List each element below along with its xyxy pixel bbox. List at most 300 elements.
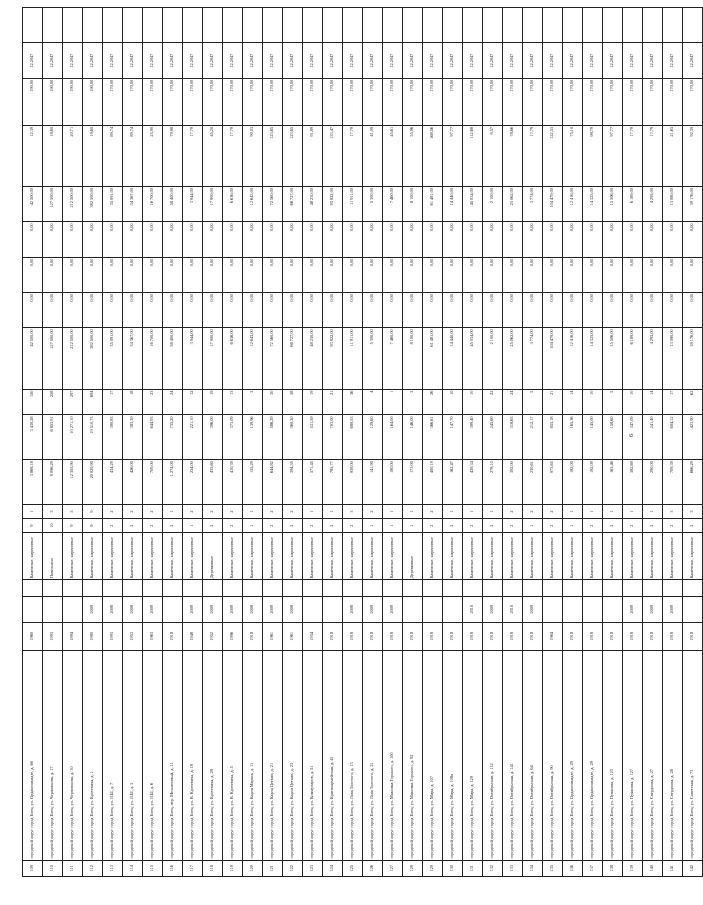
cell-s1: 6 636,00 (223, 328, 243, 389)
cell-mat: Панельные (43, 533, 63, 580)
cell-a1: 434,29 (103, 460, 123, 505)
cell-a2: 129,60 (363, 415, 383, 460)
cell-s3: 0,00 (683, 257, 703, 292)
cell-y3 (183, 580, 203, 596)
cell-mat: Каменные, кирпичные (63, 533, 83, 580)
cell-d: 12.2047 (583, 43, 603, 78)
cell-s2: 0,00 (343, 293, 363, 328)
cell-s1: 16 700,00 (143, 328, 163, 389)
cell-m: 190,00 (63, 78, 83, 125)
cell-s5: 45 034,00 (463, 187, 483, 222)
cell-s3: 0,00 (423, 257, 443, 292)
cell-s5: 12 643,00 (243, 187, 263, 222)
cell-mat: Каменные, кирпичные (563, 533, 583, 580)
cell-y2 (423, 596, 443, 622)
cell-a1: 163,46 (603, 460, 623, 505)
cell-m: 170,00 (443, 78, 463, 125)
cell-y3 (23, 580, 43, 596)
cell-y3 (563, 580, 583, 596)
cell-k: 694 (83, 389, 103, 415)
cell-d: 12.2047 (123, 43, 143, 78)
cell-k: 62 (683, 389, 703, 415)
cell-s2: 0,00 (683, 293, 703, 328)
cell-s5: 58 400,00 (163, 187, 183, 222)
cell-a2: 360,50 (283, 415, 303, 460)
cell-s2: 0,00 (623, 293, 643, 328)
cell-k: 17 (103, 389, 123, 415)
cell-en: 1 (23, 504, 43, 518)
cell-d: 12.2047 (343, 43, 363, 78)
cell-blank (483, 8, 503, 44)
cell-blank (603, 8, 623, 44)
cell-k: 3 (243, 389, 263, 415)
cell-a2: 139,96 (243, 415, 263, 460)
cell-en: 1 (243, 504, 263, 518)
cell-fl: 9 (83, 519, 103, 533)
cell-s4: 0,00 (103, 222, 123, 257)
cell-s2: 0,00 (103, 293, 123, 328)
cell-y: 1954 (303, 622, 323, 650)
cell-s3: 0,00 (143, 257, 163, 292)
cell-mat: Каменные, кирпичные (263, 533, 283, 580)
cell-fl: 2 (463, 519, 483, 533)
cell-s5: 13 080,00 (663, 187, 683, 222)
cell-n: 128 (403, 860, 423, 876)
cell-u: 45,61 (383, 125, 403, 186)
cell-s1: 72 560,00 (263, 328, 283, 389)
cell-mat: Каменные, кирпичные (503, 533, 523, 580)
cell-y: 1994 (63, 622, 83, 650)
cell-s5: 66 727,00 (283, 187, 303, 222)
cell-d: 12.2047 (443, 43, 463, 78)
cell-a1: 709,00 (143, 460, 163, 505)
cell-k: 17 (663, 389, 683, 415)
cell-mat: Каменные, кирпичные (363, 533, 383, 580)
cell-y: 1963 (143, 622, 163, 650)
cell-s5: 104 479,00 (543, 187, 563, 222)
cell-s3: 0,00 (383, 257, 403, 292)
cell-addr: городской округ город Елец, ул. Л.Ы, д. 7 (103, 650, 123, 860)
cell-en: 1 (323, 504, 343, 518)
cell-fl: 2 (503, 519, 523, 533)
cell-en: 2 (423, 504, 443, 518)
cell-s1: 2 100,00 (483, 328, 503, 389)
cell-a2: 373,09 (223, 415, 243, 460)
cell-y2 (303, 596, 323, 622)
cell-s4: 0,00 (663, 222, 683, 257)
cell-m: 170,00 (683, 78, 703, 125)
cell-s1: 5 300,00 (363, 328, 383, 389)
cell-blank (103, 8, 123, 44)
cell-k: 10 (463, 389, 483, 415)
cell-y: 1918 (523, 622, 543, 650)
cell-en: 2 (523, 504, 543, 518)
cell-s2: 0,00 (523, 293, 543, 328)
cell-mat: Каменные, кирпичные (583, 533, 603, 580)
table-row (63, 8, 83, 877)
cell-s5: 3 944,00 (183, 187, 203, 222)
cell-d: 12.2047 (283, 43, 303, 78)
cell-s1: 11 911,00 (343, 328, 363, 389)
cell-s3: 0,00 (163, 257, 183, 292)
cell-s5: 11 911,00 (343, 187, 363, 222)
cell-s2: 0,00 (63, 293, 83, 328)
cell-s4: 0,00 (123, 222, 143, 257)
cell-a1: 410,39 (223, 460, 243, 505)
cell-blank (283, 8, 303, 44)
cell-fl: 2 (223, 519, 243, 533)
cell-k: 10 (583, 389, 603, 415)
cell-s3: 0,00 (183, 257, 203, 292)
cell-d: 12.2047 (403, 43, 423, 78)
cell-k: 4 (363, 389, 383, 415)
cell-s2: 0,00 (303, 293, 323, 328)
cell-fl: 2 (123, 519, 143, 533)
cell-s1: 93 822,00 (323, 328, 343, 389)
cell-y: 1964 (543, 622, 563, 650)
cell-y2: 2008 (243, 596, 263, 622)
cell-blank (463, 8, 483, 44)
cell-k: 26 (423, 389, 443, 415)
cell-n: 125 (343, 860, 363, 876)
cell-y2 (603, 596, 623, 622)
cell-m: 170,00 (263, 78, 283, 125)
cell-s1: 39 176,00 (683, 328, 703, 389)
cell-addr: городской округ город Елец, ул. Октябрьская, д. 112 (483, 650, 503, 860)
cell-d: 12.2047 (103, 43, 123, 78)
cell-y3 (43, 580, 63, 596)
cell-a1: 644,82 (263, 460, 283, 505)
cell-d: 12.2047 (623, 43, 643, 78)
cell-s1: 4 295,00 (643, 328, 663, 389)
cell-s2: 0,00 (163, 293, 183, 328)
cell-blank (323, 8, 343, 44)
cell-u: 17,79 (643, 125, 663, 186)
cell-y2: 2009 (203, 596, 223, 622)
cell-en: 2 (123, 504, 143, 518)
cell-s5: 48 230,00 (303, 187, 323, 222)
cell-u: 79,98 (163, 125, 183, 186)
cell-addr: городской округ город Елец, ул. Кротевича, д. 28 (203, 650, 223, 860)
cell-y3 (103, 580, 123, 596)
cell-n: 119 (223, 860, 243, 876)
cell-k: 14 (563, 389, 583, 415)
cell-s2: 0,00 (283, 293, 303, 328)
cell-s4: 0,00 (503, 222, 523, 257)
cell-s5: 6 189,00 (623, 187, 643, 222)
cell-addr: городской округ город Елец, ул. Свердлова, д. 28 (663, 650, 683, 860)
cell-m: 170,00 (103, 78, 123, 125)
cell-s2: 0,00 (323, 293, 343, 328)
cell-a2: 147,70 (443, 415, 463, 460)
cell-y2: 2009 (223, 596, 243, 622)
cell-s5: 212 500,00 (63, 187, 83, 222)
table-row (603, 8, 623, 877)
cell-d: 12.2047 (563, 43, 583, 78)
cell-addr: городской округ город Елец, ул. Максима Горького, д. 92 (403, 650, 423, 860)
cell-s1: 17 900,00 (203, 328, 223, 389)
cell-blank (243, 8, 263, 44)
cell-a2: 644,93 (143, 415, 163, 460)
cell-s1: 61 481,00 (423, 328, 443, 389)
cell-k: 23 (143, 389, 163, 415)
cell-u: 8,57 (483, 125, 503, 186)
cell-s1: 45 034,00 (463, 328, 483, 389)
cell-s4: 0,00 (363, 222, 383, 257)
cell-s3: 0,00 (483, 257, 503, 292)
cell-y: 1918 (623, 622, 643, 650)
cell-y2: 2009 (83, 596, 103, 622)
cell-a1: 141,90 (363, 460, 383, 505)
cell-a1: 192,09 (583, 460, 603, 505)
cell-s4: 0,00 (423, 222, 443, 257)
cell-n: 112 (83, 860, 103, 876)
cell-y2 (563, 596, 583, 622)
cell-u: 78,66 (503, 125, 523, 186)
cell-y3 (223, 580, 243, 596)
cell-m: 170,00 (323, 78, 343, 125)
cell-y2 (683, 596, 703, 622)
cell-blank (383, 8, 403, 44)
cell-s1: 6 189,00 (623, 328, 643, 389)
cell-n: 118 (203, 860, 223, 876)
cell-n: 110 (43, 860, 63, 876)
cell-a1: 439,34 (463, 460, 483, 505)
cell-k: 13 (223, 389, 243, 415)
cell-k: 58 (283, 389, 303, 415)
cell-y3 (403, 580, 423, 596)
cell-m: 170,00 (583, 78, 603, 125)
cell-en: 2 (203, 504, 223, 518)
cell-y: 1980 (83, 622, 103, 650)
cell-s3: 0,00 (343, 257, 363, 292)
cell-u: 17,79 (223, 125, 243, 186)
cell-k: 22 (483, 389, 503, 415)
table-row (423, 8, 443, 877)
cell-a2: 145,00 (583, 415, 603, 460)
cell-addr: городской округ город Елец, ул. Мира, д. 129 (463, 650, 483, 860)
cell-u: 17,79 (623, 125, 643, 186)
cell-s3: 0,00 (563, 257, 583, 292)
cell-s2: 0,00 (123, 293, 143, 328)
cell-blank (683, 8, 703, 44)
cell-mat: Каменные, кирпичные (443, 533, 463, 580)
cell-s3: 0,00 (603, 257, 623, 292)
cell-m: 170,00 (243, 78, 263, 125)
cell-a1: 254,00 (183, 460, 203, 505)
cell-s4: 0,00 (583, 222, 603, 257)
cell-fl: 1 (403, 519, 423, 533)
cell-blank (223, 8, 243, 44)
cell-s1: 15 506,00 (603, 328, 623, 389)
cell-fl: 9 (23, 519, 43, 533)
cell-u: 55,96 (403, 125, 423, 186)
cell-s5: 382 500,00 (83, 187, 103, 222)
cell-u: 133,47 (323, 125, 343, 186)
cell-s5: 127 500,00 (43, 187, 63, 222)
cell-s5: 16 700,00 (143, 187, 163, 222)
cell-en: 1 (443, 504, 463, 518)
cell-s5: 34 367,00 (123, 187, 143, 222)
cell-s3: 0,00 (363, 257, 383, 292)
cell-s4: 0,00 (683, 222, 703, 257)
cell-y3 (123, 580, 143, 596)
cell-n: 138 (603, 860, 623, 876)
cell-y3 (643, 580, 663, 596)
cell-s3: 0,00 (323, 257, 343, 292)
cell-blank (503, 8, 523, 44)
cell-s3: 0,00 (663, 257, 683, 292)
table-row (443, 8, 463, 877)
cell-addr: городской округ город Елец, ул. Черновкина, д. 10 (63, 650, 83, 860)
table-row (343, 8, 363, 877)
cell-u: 25,90 (143, 125, 163, 186)
cell-s3: 0,00 (203, 257, 223, 292)
cell-y: 1993 (43, 622, 63, 650)
cell-blank (203, 8, 223, 44)
cell-a2: 221,10 (183, 415, 203, 460)
table-row (123, 8, 143, 877)
cell-blank (343, 8, 363, 44)
cell-addr: городской округ город Елец, ул. Октябрьская, д. 90 (543, 650, 563, 860)
cell-blank (523, 8, 543, 44)
cell-n: 121 (263, 860, 283, 876)
cell-y: 1918 (363, 622, 383, 650)
table-row (243, 8, 263, 877)
cell-n: 140 (643, 860, 663, 876)
cell-y: 1961 (263, 622, 283, 650)
cell-a2: 396,00 (203, 415, 223, 460)
cell-s1: 12 643,00 (243, 328, 263, 389)
cell-a1: 230,61 (523, 460, 543, 505)
cell-k: 14 (643, 389, 663, 415)
cell-s5: 5 300,00 (363, 187, 383, 222)
cell-y2 (583, 596, 603, 622)
cell-s2: 0,00 (383, 293, 403, 328)
cell-s2: 0,00 (483, 293, 503, 328)
cell-addr: городской округ город Елец, ул. Мира, д. 108а (443, 650, 463, 860)
cell-a2: 680,53 (343, 415, 363, 460)
table-row (43, 8, 63, 877)
cell-s3: 0,00 (223, 257, 243, 292)
cell-blank (83, 8, 103, 44)
cell-n: 136 (563, 860, 583, 876)
cell-n: 116 (163, 860, 183, 876)
cell-y: 1918 (403, 622, 423, 650)
cell-a1: 435,60 (203, 460, 223, 505)
cell-mat: Каменные, кирпичные (223, 533, 243, 580)
cell-en: 1 (623, 504, 643, 518)
cell-mat: Каменные, кирпичные (323, 533, 343, 580)
cell-n: 111 (63, 860, 83, 876)
cell-y3 (583, 580, 603, 596)
cell-s3: 0,00 (583, 257, 603, 292)
cell-u: 19,60 (83, 125, 103, 186)
cell-blank (403, 8, 423, 44)
cell-a1: 666,29 (683, 460, 703, 505)
cell-s1: 13 080,00 (663, 328, 683, 389)
cell-y: 1918 (663, 622, 683, 650)
cell-y3 (523, 580, 543, 596)
cell-s1: 35 091,00 (103, 328, 123, 389)
cell-s3: 0,00 (23, 257, 43, 292)
cell-s4: 0,00 (323, 222, 343, 257)
cell-fl: 2 (583, 519, 603, 533)
cell-a1: 400,19 (423, 460, 443, 505)
cell-u: 90,03 (243, 125, 263, 186)
cell-en: 3 (683, 504, 703, 518)
cell-n: 117 (183, 860, 203, 876)
cell-mat: Каменные, кирпичные (643, 533, 663, 580)
cell-en: 2 (263, 504, 283, 518)
cell-en: 1 (643, 504, 663, 518)
cell-fl: 2 (103, 519, 123, 533)
cell-mat: Каменные, кирпичные (603, 533, 623, 580)
cell-s5: 14 440,00 (443, 187, 463, 222)
cell-blank (563, 8, 583, 44)
cell-en: 2 (103, 504, 123, 518)
cell-k: 5 (523, 389, 543, 415)
cell-u: 112,68 (463, 125, 483, 186)
cell-k: 10 (443, 389, 463, 415)
cell-addr: городской округ город Елец, ул. Л.Ы, д. 6 (143, 650, 163, 860)
cell-u: 41,09 (363, 125, 383, 186)
cell-d: 12.2047 (203, 43, 223, 78)
cell-addr: городской округ город Елец, ул. Свердлова, д. 27 (643, 650, 663, 860)
cell-s4: 0,00 (183, 222, 203, 257)
cell-m: 170,00 (223, 78, 243, 125)
cell-s2: 0,00 (423, 293, 443, 328)
cell-y: 1918 (463, 622, 483, 650)
cell-en: 1 (583, 504, 603, 518)
cell-u: 91,89 (303, 125, 323, 186)
cell-m: 190,00 (43, 78, 63, 125)
cell-m: 170,00 (623, 78, 643, 125)
cell-d: 12.2047 (643, 43, 663, 78)
cell-s2: 0,00 (563, 293, 583, 328)
cell-s3: 0,00 (123, 257, 143, 292)
cell-fl: 2 (623, 519, 643, 533)
cell-s4: 0,00 (563, 222, 583, 257)
cell-a1: 394,55 (283, 460, 303, 505)
cell-en: 3 (43, 504, 63, 518)
cell-a2: 3 430,28 (23, 415, 43, 460)
cell-mat: Каменные, кирпичные (163, 533, 183, 580)
cell-n: 115 (143, 860, 163, 876)
cell-s5: 4 295,00 (643, 187, 663, 222)
housing-register-table (22, 7, 703, 877)
cell-d: 12.2047 (43, 43, 63, 78)
cell-s4: 0,00 (23, 222, 43, 257)
cell-s4: 0,00 (643, 222, 663, 257)
cell-addr: городской округ город Елец, ул. Советская, д. 73 (683, 650, 703, 860)
cell-mat: Каменные, кирпичные (343, 533, 363, 580)
cell-s3: 0,00 (463, 257, 483, 292)
cell-y3 (343, 580, 363, 596)
cell-y3 (463, 580, 483, 596)
cell-k: 150 (23, 389, 43, 415)
cell-k: 21 (323, 389, 343, 415)
cell-y3 (423, 580, 443, 596)
cell-addr: городской округ город Елец, ул. Льва Толстого, д. 13 (343, 650, 363, 860)
cell-fl: 2 (143, 519, 163, 533)
cell-s4: 0,00 (43, 222, 63, 257)
table-row (663, 8, 683, 877)
cell-s5: 35 091,00 (103, 187, 123, 222)
cell-fl: 2 (603, 519, 623, 533)
table-row (483, 8, 503, 877)
cell-m: 170,00 (663, 78, 683, 125)
